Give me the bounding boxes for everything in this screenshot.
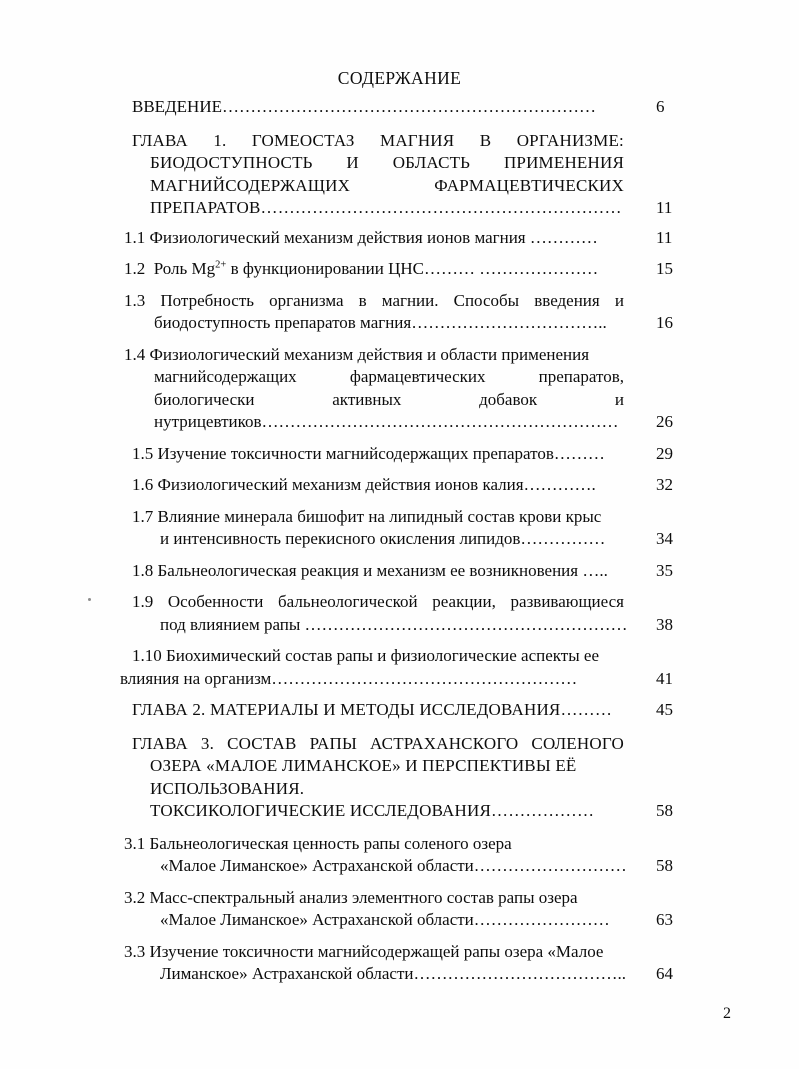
- toc-entry-text: 1.2 Роль $Mg^{2+}$ в функционировании ЦНС……… …………………: [124, 259, 599, 278]
- toc-line-word: МАГНИЯ: [380, 130, 455, 150]
- toc-page-number: 26: [656, 412, 673, 431]
- toc-line-word: Особенности: [167, 592, 264, 611]
- toc-entry-text: ГЛАВА 2. МАТЕРИАЛЫ И МЕТОДЫ ИССЛЕДОВАНИЯ………: [132, 700, 613, 719]
- toc-line-word: введения: [534, 290, 600, 310]
- toc-page-number: 11: [656, 227, 673, 247]
- toc-entry-text: 1.10 Биохимический состав рапы и физиологические аспекты ее: [132, 646, 600, 665]
- toc-entry-text: 1.4 Физиологический механизм действия и области применения: [124, 344, 590, 364]
- toc-line-word: магнии.: [381, 290, 439, 310]
- toc-entry-text: ТОКСИКОЛОГИЧЕСКИЕ ИССЛЕДОВАНИЯ………………: [150, 801, 595, 820]
- toc-entry-1-3[interactable]: [124, 290, 704, 335]
- toc-entry-text: 3.2 Масс-спектральный анализ элементного состав рапы озера: [124, 887, 578, 907]
- toc-line-word: АСТРАХАНСКОГО: [370, 733, 519, 753]
- toc-entry-text: 1.7 Влияние минерала бишофит на липидный состав крови крыс: [132, 506, 602, 526]
- toc-page-number: 64: [656, 964, 673, 983]
- toc-entry-text: ОЗЕРА «МАЛОЕ ЛИМАНСКОЕ» И ПЕРСПЕКТИВЫ ЕЁ: [150, 756, 577, 775]
- toc-line-word: ОБЛАСТЬ: [392, 153, 471, 172]
- toc-entry-text: «Малое Лиманское» Астраханской области………………………: [160, 856, 627, 875]
- toc-page-number: 11: [656, 198, 673, 217]
- toc-entry-text: 1.1 Физиологический механизм действия ионов магния …………: [124, 227, 598, 247]
- toc-entry-text: [132, 591, 624, 614]
- toc-line-word: магнийсодержащих: [154, 367, 297, 386]
- toc-entry-text: [132, 130, 624, 153]
- toc-page-number: 35: [656, 560, 673, 580]
- toc-line-word: ПРИМЕНЕНИЯ: [503, 153, 624, 172]
- toc-entry-text: ИСПОЛЬЗОВАНИЯ.: [150, 778, 305, 798]
- toc-line-word: Потребность: [160, 290, 255, 310]
- toc-page-number: 58: [656, 801, 673, 820]
- toc-line-word: в: [358, 290, 367, 310]
- toc-entry-text: [154, 389, 624, 412]
- toc-entry-text: [150, 152, 624, 175]
- table-of-contents: [120, 96, 704, 995]
- toc-entry-1-8[interactable]: [124, 560, 704, 583]
- toc-line-word: добавок: [479, 389, 538, 409]
- toc-page-number: 41: [656, 668, 673, 688]
- toc-entry-text: и интенсивность перекисного окисления липидов……………: [160, 529, 606, 548]
- toc-line-word: организма: [269, 290, 344, 310]
- toc-line-word: 1.9: [132, 592, 154, 611]
- toc-entry-text: 1.6 Физиологический механизм действия ионов калия………….: [132, 475, 596, 494]
- toc-entry-text: «Малое Лиманское» Астраханской области……………………: [160, 910, 610, 929]
- toc-page-number: 58: [656, 856, 673, 875]
- toc-entry-text: нутрицевтиков………………………………………………………: [154, 412, 619, 431]
- toc-entry-text: Лиманское» Астраханской области………………………………..: [160, 964, 626, 983]
- toc-entry-1-1[interactable]: [124, 227, 704, 250]
- toc-entry-glava-1[interactable]: [124, 130, 704, 220]
- toc-line-word: ФАРМАЦЕВТИЧЕСКИХ: [434, 175, 624, 195]
- toc-line-word: биологически: [154, 389, 255, 409]
- toc-line-word: БИОДОСТУПНОСТЬ: [150, 153, 313, 172]
- toc-line-word: и: [614, 389, 624, 409]
- toc-line-word: бальнеологической: [278, 592, 418, 611]
- toc-entry-glava-3[interactable]: [124, 733, 704, 823]
- toc-line-word: ГОМЕОСТАЗ: [251, 130, 355, 150]
- toc-line-word: активных: [332, 389, 402, 409]
- toc-entry-glava-2[interactable]: [124, 699, 704, 722]
- toc-entry-1-2[interactable]: [124, 258, 704, 281]
- toc-line-word: В: [479, 130, 492, 150]
- toc-entry-vvedenie[interactable]: [124, 96, 704, 119]
- toc-page-number: 6: [656, 97, 665, 116]
- toc-line-word: развивающиеся: [510, 592, 624, 611]
- toc-entry-text: [150, 175, 624, 198]
- toc-entry-1-9[interactable]: [124, 591, 704, 636]
- toc-line-word: препаратов,: [538, 367, 624, 386]
- toc-line-word: фармацевтических: [349, 367, 486, 386]
- toc-entry-text: влияния на организм………………………………………………: [120, 668, 578, 688]
- toc-line-word: СОЛЕНОГО: [531, 733, 624, 753]
- toc-page-number: 15: [656, 259, 673, 278]
- toc-entry-text: [132, 733, 624, 756]
- toc-page-number: 34: [656, 529, 673, 548]
- toc-page-number: 38: [656, 614, 673, 634]
- toc-line-word: Способы: [453, 290, 520, 310]
- toc-entry-text: 1.5 Изучение токсичности магнийсодержащих препаратов………: [132, 443, 605, 463]
- toc-entry-text: ВВЕДЕНИЕ…………………………………………………………: [132, 97, 596, 116]
- folio-page-number: 2: [723, 1005, 731, 1022]
- toc-line-word: 3.: [200, 733, 215, 753]
- toc-line-word: ОРГАНИЗМЕ:: [516, 130, 624, 150]
- page-title: СОДЕРЖАНИЕ: [337, 68, 462, 88]
- toc-page-number: 29: [656, 443, 673, 463]
- toc-entry-3-3[interactable]: [124, 941, 704, 986]
- toc-line-word: МАГНИЙСОДЕРЖАЩИХ: [150, 175, 351, 195]
- toc-entry-text: 3.1 Бальнеологическая ценность рапы соленого озера: [124, 833, 512, 853]
- toc-entry-text: ПРЕПАРАТОВ………………………………………………………: [150, 198, 622, 217]
- toc-entry-text: 1.8 Бальнеологическая реакция и механизм ее возникновения …..: [132, 560, 608, 580]
- toc-entry-text: биодоступность препаратов магния……………………………..: [154, 313, 607, 332]
- toc-page-number: 32: [656, 475, 673, 494]
- toc-line-word: 1.: [213, 130, 227, 150]
- toc-entry-1-7[interactable]: [124, 506, 704, 551]
- toc-line-word: и: [614, 290, 624, 310]
- toc-line-word: 1.3: [124, 290, 146, 310]
- toc-entry-1-6[interactable]: [124, 474, 704, 497]
- toc-entry-text: [154, 366, 624, 389]
- toc-line-word: И: [346, 153, 359, 172]
- toc-entry-3-1[interactable]: [124, 833, 704, 878]
- toc-line-word: СОСТАВ: [227, 733, 297, 753]
- toc-entry-text: [124, 290, 624, 313]
- toc-entry-text: 3.3 Изучение токсичности магнийсодержащей рапы озера «Малое: [124, 941, 604, 961]
- toc-entry-1-4[interactable]: [124, 344, 704, 434]
- toc-entry-1-5[interactable]: [124, 443, 704, 466]
- toc-page-number: 45: [656, 700, 673, 719]
- toc-entry-1-10[interactable]: [120, 645, 704, 690]
- scan-artifact-speck: [88, 598, 91, 601]
- toc-entry-text: под влиянием рапы …………………………………………………: [160, 614, 628, 634]
- toc-line-word: РАПЫ: [309, 733, 358, 753]
- toc-line-word: ГЛАВА: [132, 733, 188, 753]
- toc-page-number: 16: [656, 313, 673, 332]
- toc-line-word: реакции,: [432, 592, 496, 611]
- toc-line-word: ГЛАВА: [132, 130, 188, 150]
- toc-entry-3-2[interactable]: [124, 887, 704, 932]
- toc-page-number: 63: [656, 910, 673, 929]
